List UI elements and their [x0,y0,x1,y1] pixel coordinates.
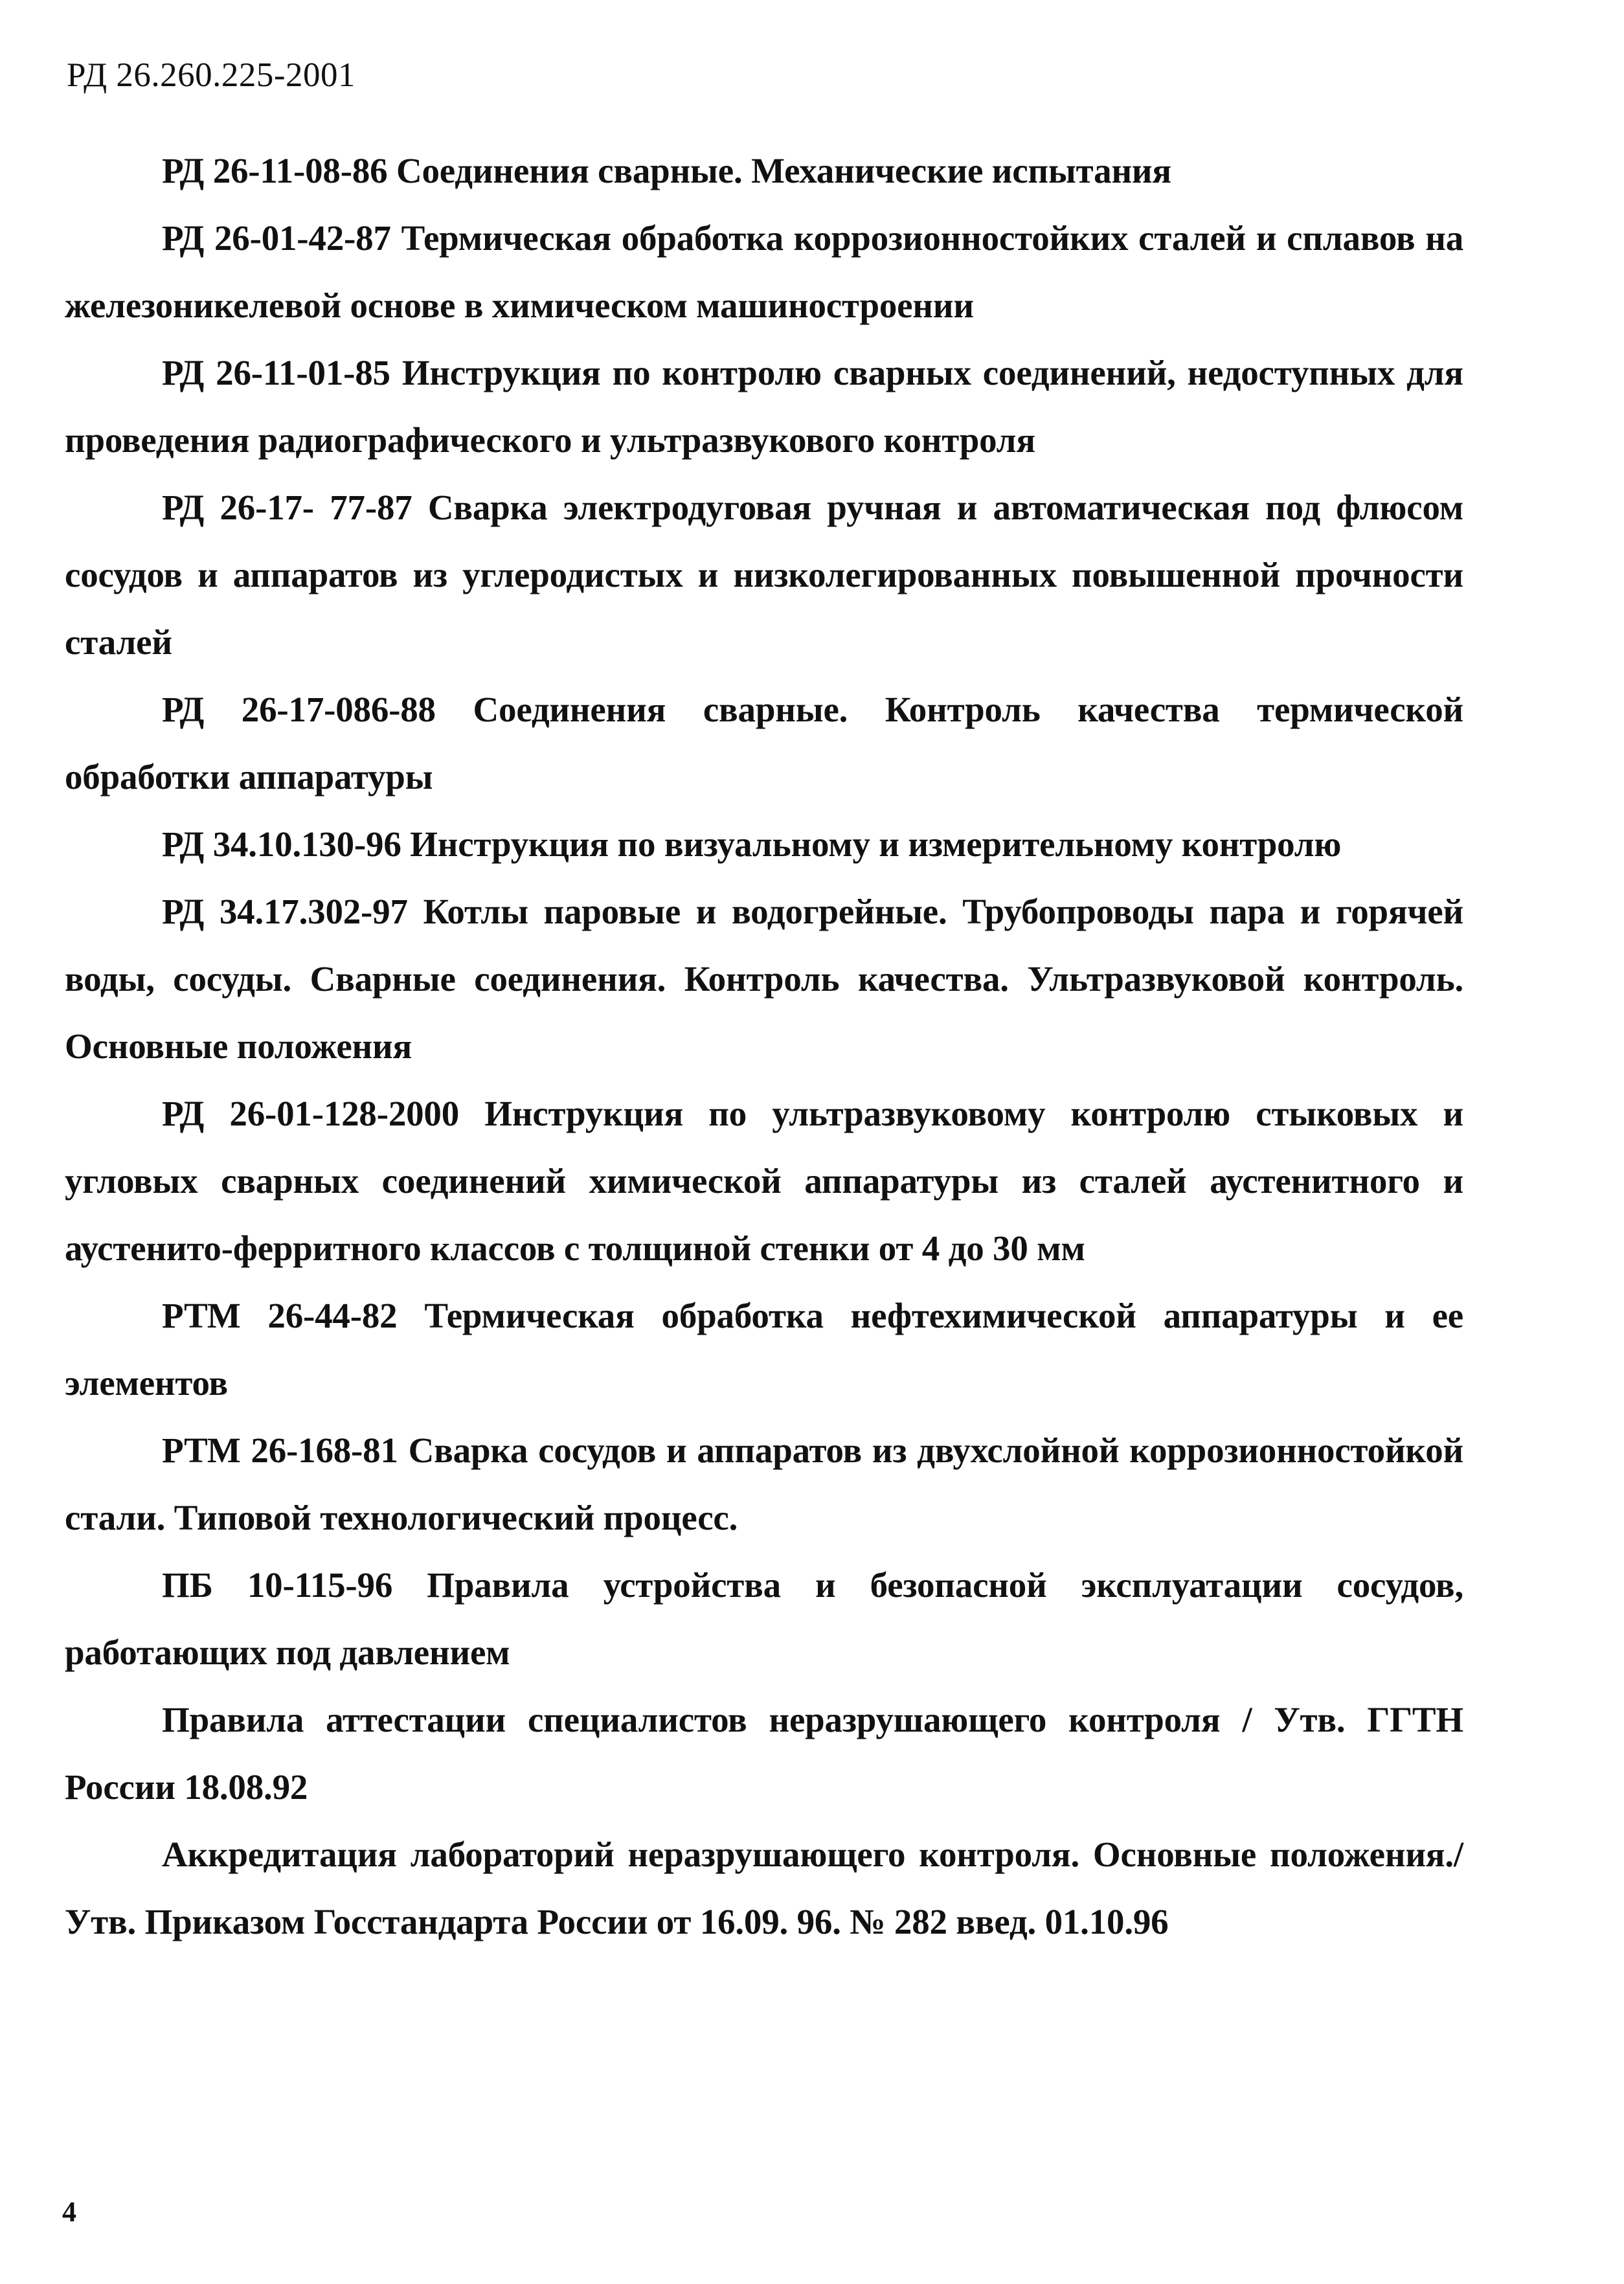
reference-item: РД 34.17.302-97 Котлы паровые и водогрейные. Трубопроводы пара и горячей воды, сосуды. Сварные соединения. Контроль качества. Ультразвуковой контроль. Основные положения [65,892,1463,1066]
reference-item: РД 34.10.130-96 Инструкция по визуальному и измерительному контролю [162,824,1342,864]
reference-item: РД 26-01-128-2000 Инструкция по ультразвуковому контролю стыковых и угловых сварных соединений химической аппаратуры из сталей аустенитного и аустенито-ферритного классов с толщиной стенки от 4 до 30 мм [65,1094,1463,1268]
page-number: 4 [62,2196,76,2228]
reference-item: РД 26-11-01-85 Инструкция по контролю сварных соединений, недоступных для проведения радиографического и ультразвукового контроля [65,353,1463,460]
reference-item: РТМ 26-168-81 Сварка сосудов и аппаратов из двухслойной коррозионностойкой стали. Типовой технологический процесс. [65,1430,1463,1537]
reference-item: РД 26-17- 77-87 Сварка электродуговая ручная и автоматическая под флюсом сосудов и аппаратов из углеродистых и низколегированных повышенной прочности сталей [65,488,1463,662]
reference-item: Правила аттестации специалистов неразрушающего контроля / Утв. ГГТН России 18.08.92 [65,1700,1463,1807]
reference-item: РД 26-01-42-87 Термическая обработка коррозионностойких сталей и сплавов на железоникелевой основе в химическом машиностроении [65,218,1463,325]
reference-item: Аккредитация лабораторий неразрушающего контроля. Основные положения./Утв. Приказом Госстандарта России от 16.09. 96. № 282 введ. 01.10.96 [65,1835,1463,1941]
reference-item: РД 26-17-086-88 Соединения сварные. Контроль качества термической обработки аппаратуры [65,690,1463,797]
reference-item: РД 26-11-08-86 Соединения сварные. Механические испытания [162,151,1171,190]
reference-item: РТМ 26-44-82 Термическая обработка нефтехимической аппаратуры и ее элементов [65,1296,1463,1403]
document-code-header: РД 26.260.225-2001 [67,56,356,94]
reference-list [65,137,1463,1956]
reference-item: ПБ 10-115-96 Правила устройства и безопасной эксплуатации сосудов, работающих под давлением [65,1565,1463,1672]
